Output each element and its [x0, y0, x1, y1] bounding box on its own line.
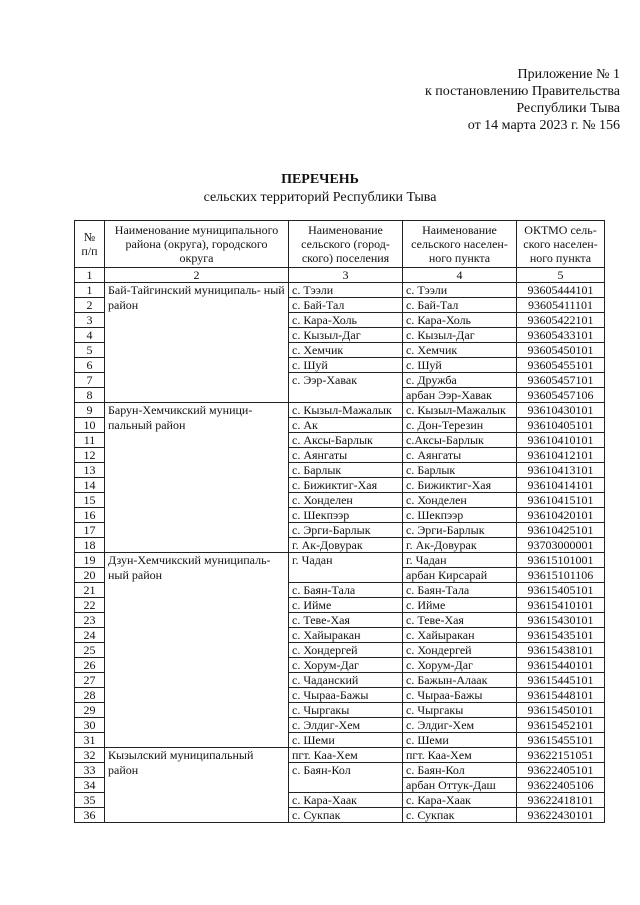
settlement-name: с. Шеми	[289, 733, 403, 748]
oktmo-code: 93615452101	[517, 718, 605, 733]
table-row	[75, 283, 605, 298]
locality-name: с. Дон-Терезин	[403, 418, 517, 433]
locality-name: с. Шеми	[403, 733, 517, 748]
row-number: 30	[75, 718, 105, 733]
oktmo-code: 93610414101	[517, 478, 605, 493]
oktmo-code: 93605444101	[517, 283, 605, 298]
settlement-name: с. Бижиктиг-Хая	[289, 478, 403, 493]
row-number: 32	[75, 748, 105, 763]
oktmo-code: 93615450101	[517, 703, 605, 718]
row-number: 7	[75, 373, 105, 388]
oktmo-code: 93615448101	[517, 688, 605, 703]
row-number: 33	[75, 763, 105, 778]
appendix-line: Республики Тыва	[516, 101, 620, 116]
locality-name: с. Эрги-Барлык	[403, 523, 517, 538]
settlement-name: с. Чаданский	[289, 673, 403, 688]
settlement-name: с. Аянгаты	[289, 448, 403, 463]
locality-name: г. Чадан	[403, 553, 517, 568]
oktmo-code: 93615101106	[517, 568, 605, 583]
row-number: 28	[75, 688, 105, 703]
document-subtitle: сельских территорий Республики Тыва	[203, 190, 437, 205]
oktmo-code: 93605422101	[517, 313, 605, 328]
district-name: Дзун-Хемчикский муниципаль- ный район	[105, 553, 289, 748]
settlement-name: пгт. Каа-Хем	[289, 748, 403, 763]
oktmo-code: 93622405101	[517, 763, 605, 778]
oktmo-code: 93622151051	[517, 748, 605, 763]
locality-name: с. Дружба	[403, 373, 517, 388]
header-locality: Наименование сельского населен- ного пункта	[403, 221, 517, 268]
settlement-name: с. Барлык	[289, 463, 403, 478]
oktmo-code: 93615445101	[517, 673, 605, 688]
locality-name: г. Ак-Довурак	[403, 538, 517, 553]
row-number: 26	[75, 658, 105, 673]
row-number: 18	[75, 538, 105, 553]
oktmo-code: 93622430101	[517, 808, 605, 823]
row-number: 21	[75, 583, 105, 598]
column-number: 3	[289, 268, 403, 283]
settlement-name: с. Хонделен	[289, 493, 403, 508]
row-number: 2	[75, 298, 105, 313]
settlement-name: с. Элдиг-Хем	[289, 718, 403, 733]
oktmo-code: 93610413101	[517, 463, 605, 478]
header-number: № п/п	[75, 221, 105, 268]
settlement-name: с. Шекпээр	[289, 508, 403, 523]
row-number: 23	[75, 613, 105, 628]
row-number: 27	[75, 673, 105, 688]
settlement-name: с. Чыргакы	[289, 703, 403, 718]
locality-name: с. Хайыракан	[403, 628, 517, 643]
settlement-name: с. Ак	[289, 418, 403, 433]
row-number: 6	[75, 358, 105, 373]
settlement-name: г. Ак-Довурак	[289, 538, 403, 553]
oktmo-code: 93605457106	[517, 388, 605, 403]
row-number: 31	[75, 733, 105, 748]
column-number: 1	[75, 268, 105, 283]
locality-name: с. Чыраа-Бажы	[403, 688, 517, 703]
settlement-name: с. Кара-Холь	[289, 313, 403, 328]
header-district: Наименование муниципального района (округа), городского округа	[105, 221, 289, 268]
locality-name: с. Бижиктиг-Хая	[403, 478, 517, 493]
locality-name: с. Шекпээр	[403, 508, 517, 523]
settlement-name: г. Чадан	[289, 553, 403, 583]
settlement-name: с. Баян-Тала	[289, 583, 403, 598]
settlement-name: с. Шуй	[289, 358, 403, 373]
settlement-name: с. Хондергей	[289, 643, 403, 658]
column-number: 5	[517, 268, 605, 283]
locality-name: арбан Оттук-Даш	[403, 778, 517, 793]
settlement-name: с. Сукпак	[289, 808, 403, 823]
oktmo-code: 93615405101	[517, 583, 605, 598]
oktmo-code: 93703000001	[517, 538, 605, 553]
settlement-name: с. Баян-Кол	[289, 763, 403, 793]
row-number: 22	[75, 598, 105, 613]
locality-name: с. Ийме	[403, 598, 517, 613]
oktmo-code: 93615435101	[517, 628, 605, 643]
table-body	[75, 283, 605, 823]
settlement-name: с. Эрги-Барлык	[289, 523, 403, 538]
row-number: 4	[75, 328, 105, 343]
oktmo-code: 93610412101	[517, 448, 605, 463]
row-number: 1	[75, 283, 105, 298]
locality-name: с. Теве-Хая	[403, 613, 517, 628]
locality-name: с. Кызыл-Мажалык	[403, 403, 517, 418]
row-number: 13	[75, 463, 105, 478]
row-number: 11	[75, 433, 105, 448]
row-number: 14	[75, 478, 105, 493]
settlement-name: с. Хемчик	[289, 343, 403, 358]
locality-name: с. Кара-Холь	[403, 313, 517, 328]
oktmo-code: 93610425101	[517, 523, 605, 538]
locality-name: с. Аянгаты	[403, 448, 517, 463]
locality-name: с. Хорум-Даг	[403, 658, 517, 673]
oktmo-code: 93615455101	[517, 733, 605, 748]
row-number: 24	[75, 628, 105, 643]
row-number: 12	[75, 448, 105, 463]
oktmo-code: 93610420101	[517, 508, 605, 523]
row-number: 35	[75, 793, 105, 808]
locality-name: с. Бай-Тал	[403, 298, 517, 313]
oktmo-code: 93610410101	[517, 433, 605, 448]
column-number: 4	[403, 268, 517, 283]
locality-name: с. Тээли	[403, 283, 517, 298]
territories-table	[74, 220, 605, 823]
row-number: 34	[75, 778, 105, 793]
oktmo-code: 93615430101	[517, 613, 605, 628]
oktmo-code: 93615438101	[517, 643, 605, 658]
locality-name: арбан Кирсарай	[403, 568, 517, 583]
row-number: 9	[75, 403, 105, 418]
settlement-name: с. Теве-Хая	[289, 613, 403, 628]
column-number: 2	[105, 268, 289, 283]
locality-name: с. Шуй	[403, 358, 517, 373]
row-number: 3	[75, 313, 105, 328]
appendix-line: Приложение № 1	[517, 67, 620, 82]
settlement-name: с. Бай-Тал	[289, 298, 403, 313]
row-number: 10	[75, 418, 105, 433]
settlement-name: с. Хайыракан	[289, 628, 403, 643]
row-number: 8	[75, 388, 105, 403]
locality-name: пгт. Каа-Хем	[403, 748, 517, 763]
district-name: Барун-Хемчикский муници- пальный район	[105, 403, 289, 553]
oktmo-code: 93615101001	[517, 553, 605, 568]
row-number: 15	[75, 493, 105, 508]
oktmo-code: 93622405106	[517, 778, 605, 793]
header-settlement: Наименование сельского (город- ского) поселения	[289, 221, 403, 268]
settlement-name: с. Кара-Хаак	[289, 793, 403, 808]
header-oktmo: ОКТМО сель- ского населен- ного пункта	[517, 221, 605, 268]
locality-name: с. Элдиг-Хем	[403, 718, 517, 733]
table-header-row	[75, 221, 605, 268]
oktmo-code: 93605455101	[517, 358, 605, 373]
row-number: 5	[75, 343, 105, 358]
oktmo-code: 93605433101	[517, 328, 605, 343]
locality-name: с. Бажын-Алаак	[403, 673, 517, 688]
locality-name: арбан Ээр-Хавак	[403, 388, 517, 403]
locality-name: с. Барлык	[403, 463, 517, 478]
table-row	[75, 403, 605, 418]
locality-name: с. Хонделен	[403, 493, 517, 508]
row-number: 16	[75, 508, 105, 523]
oktmo-code: 93615440101	[517, 658, 605, 673]
oktmo-code: 93610415101	[517, 493, 605, 508]
settlement-name: с. Чыраа-Бажы	[289, 688, 403, 703]
locality-name: с. Баян-Тала	[403, 583, 517, 598]
appendix-block	[370, 66, 620, 134]
row-number: 36	[75, 808, 105, 823]
settlement-name: с. Хорум-Даг	[289, 658, 403, 673]
locality-name: с. Сукпак	[403, 808, 517, 823]
oktmo-code: 93615410101	[517, 598, 605, 613]
oktmo-code: 93610430101	[517, 403, 605, 418]
settlement-name: с. Ийме	[289, 598, 403, 613]
appendix-line: от 14 марта 2023 г. № 156	[467, 118, 620, 133]
locality-name: с. Чыргакы	[403, 703, 517, 718]
table-row	[75, 553, 605, 568]
settlement-name: с. Ээр-Хавак	[289, 373, 403, 403]
district-name: Бай-Тайгинский муниципаль- ный район	[105, 283, 289, 403]
settlement-name: с. Кызыл-Мажалык	[289, 403, 403, 418]
row-number: 17	[75, 523, 105, 538]
row-number: 29	[75, 703, 105, 718]
locality-name: с. Кызыл-Даг	[403, 328, 517, 343]
column-numbers-row	[75, 268, 605, 283]
row-number: 20	[75, 568, 105, 583]
locality-name: с. Хемчик	[403, 343, 517, 358]
table-row	[75, 748, 605, 763]
row-number: 25	[75, 643, 105, 658]
locality-name: с. Кара-Хаак	[403, 793, 517, 808]
locality-name: с.Аксы-Барлык	[403, 433, 517, 448]
row-number: 19	[75, 553, 105, 568]
settlement-name: с. Аксы-Барлык	[289, 433, 403, 448]
district-name: Кызылский муниципальный район	[105, 748, 289, 823]
locality-name: с. Хондергей	[403, 643, 517, 658]
oktmo-code: 93605457101	[517, 373, 605, 388]
oktmo-code: 93622418101	[517, 793, 605, 808]
settlement-name: с. Тээли	[289, 283, 403, 298]
oktmo-code: 93610405101	[517, 418, 605, 433]
appendix-line: к постановлению Правительства	[424, 84, 620, 99]
document-title: ПЕРЕЧЕНЬ	[281, 172, 359, 187]
oktmo-code: 93605450101	[517, 343, 605, 358]
settlement-name: с. Кызыл-Даг	[289, 328, 403, 343]
oktmo-code: 93605411101	[517, 298, 605, 313]
locality-name: с. Баян-Кол	[403, 763, 517, 778]
